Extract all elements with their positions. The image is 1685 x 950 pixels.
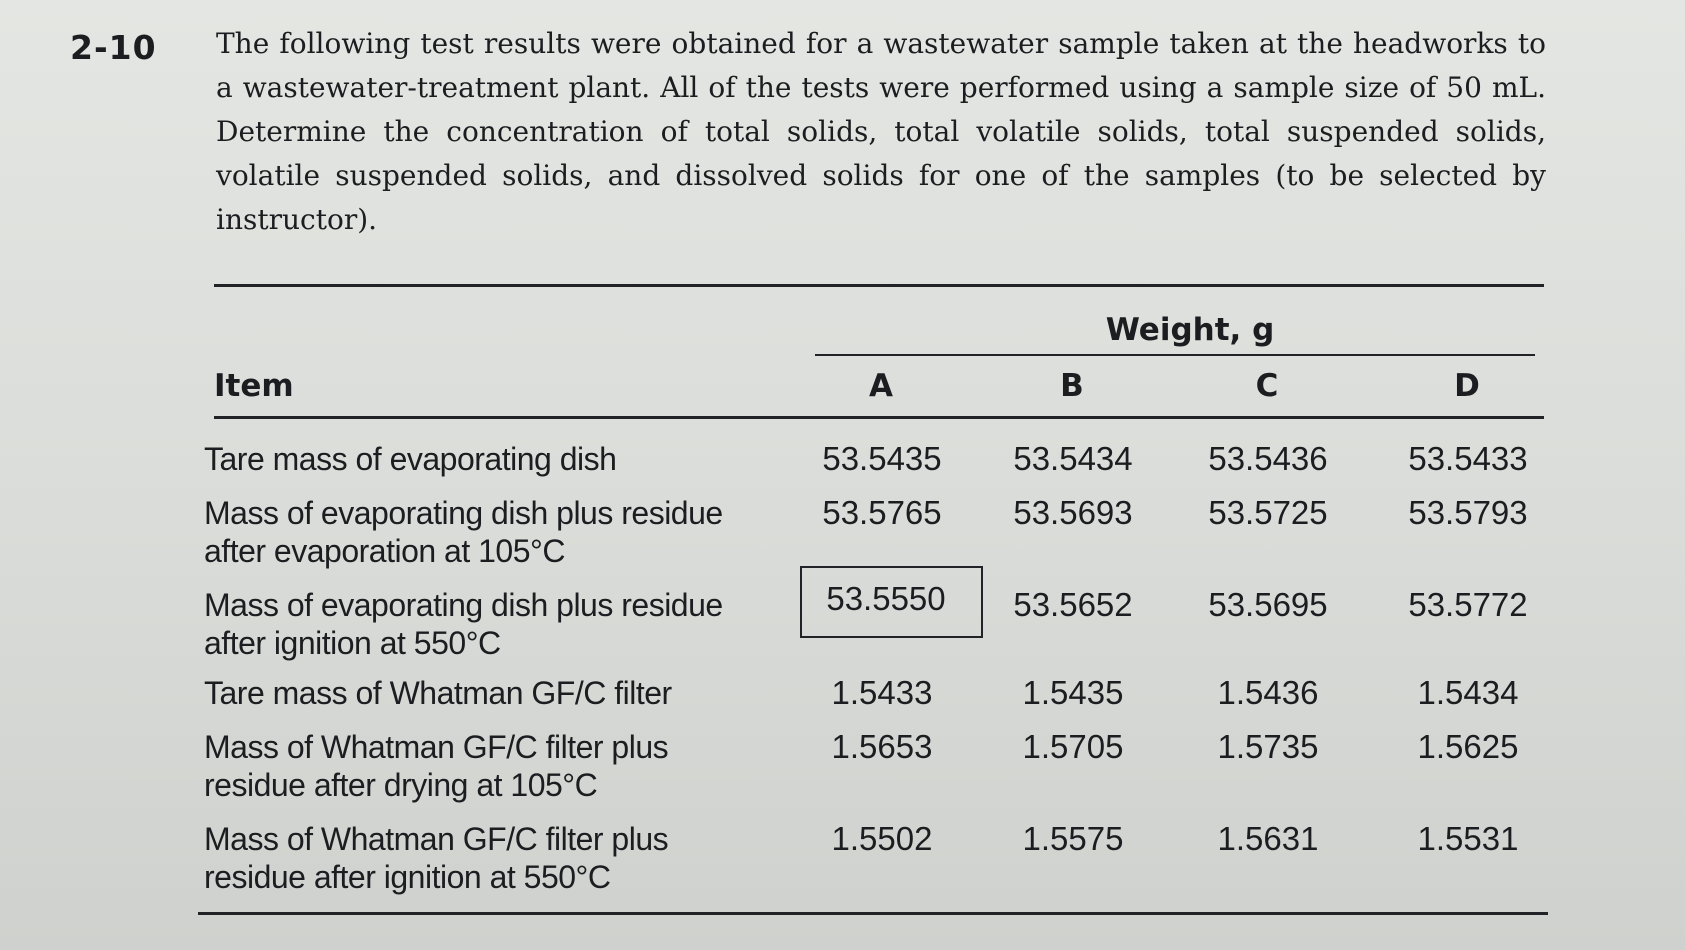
row-label-tare-filter: Tare mass of Whatman GF/C filter (204, 675, 672, 711)
cell-5-d: 1.5531 (1417, 820, 1519, 857)
column-header-b: B (1060, 368, 1084, 404)
cell-1-b: 53.5693 (1013, 494, 1133, 531)
cell-3-d: 1.5434 (1417, 674, 1519, 711)
table-top-rule (214, 284, 1544, 287)
row-label-dish-550: Mass of evaporating dish plus residue after ignition at 550°C (204, 587, 723, 661)
table-bottom-rule (198, 912, 1548, 915)
cell-4-b: 1.5705 (1022, 728, 1124, 765)
cell-2-b: 53.5652 (1013, 586, 1133, 623)
cell-1-c: 53.5725 (1208, 494, 1328, 531)
row-label-dish-105: Mass of evaporating dish plus residue after evaporation at 105°C (204, 495, 723, 569)
cell-0-b: 53.5434 (1013, 440, 1133, 477)
cell-3-a: 1.5433 (831, 674, 933, 711)
column-header-c: C (1255, 368, 1279, 404)
weight-group-header: Weight, g (1105, 312, 1275, 348)
cell-1-a: 53.5765 (822, 494, 942, 531)
row-label-filter-550: Mass of Whatman GF/C filter plus residue after ignition at 550°C (204, 821, 669, 895)
column-header-a: A (869, 368, 893, 404)
weight-group-rule (815, 354, 1535, 356)
cell-5-a: 1.5502 (831, 820, 933, 857)
cell-5-b: 1.5575 (1022, 820, 1124, 857)
cell-4-c: 1.5735 (1217, 728, 1319, 765)
problem-statement: The following test results were obtained for a wastewater sample taken at the headworks to a wastewater-treatment plant. All of the tests were performed using a sample size of 50 mL. Determine the concentration of total solids, total volatile solids, total suspended solids, volatile suspended solids, and dissolved solids for one of the samples (to be selected by instructor). (216, 27, 1546, 236)
cell-0-d: 53.5433 (1408, 440, 1528, 477)
cell-3-b: 1.5435 (1022, 674, 1124, 711)
cell-4-d: 1.5625 (1417, 728, 1519, 765)
cell-2-d: 53.5772 (1408, 586, 1528, 623)
cell-2-a: 53.5550 (826, 580, 946, 617)
problem-number: 2-10 (70, 28, 157, 67)
cell-2-c: 53.5695 (1208, 586, 1328, 623)
row-label-tare-dish: Tare mass of evaporating dish (204, 441, 617, 477)
cell-5-c: 1.5631 (1217, 820, 1319, 857)
item-column-header: Item (214, 368, 294, 404)
header-bottom-rule (214, 416, 1544, 419)
cell-1-d: 53.5793 (1408, 494, 1528, 531)
cell-0-c: 53.5436 (1208, 440, 1328, 477)
column-header-d: D (1454, 368, 1480, 404)
cell-3-c: 1.5436 (1217, 674, 1319, 711)
row-label-filter-105: Mass of Whatman GF/C filter plus residue after drying at 105°C (204, 729, 669, 803)
cell-0-a: 53.5435 (822, 440, 942, 477)
cell-4-a: 1.5653 (831, 728, 933, 765)
